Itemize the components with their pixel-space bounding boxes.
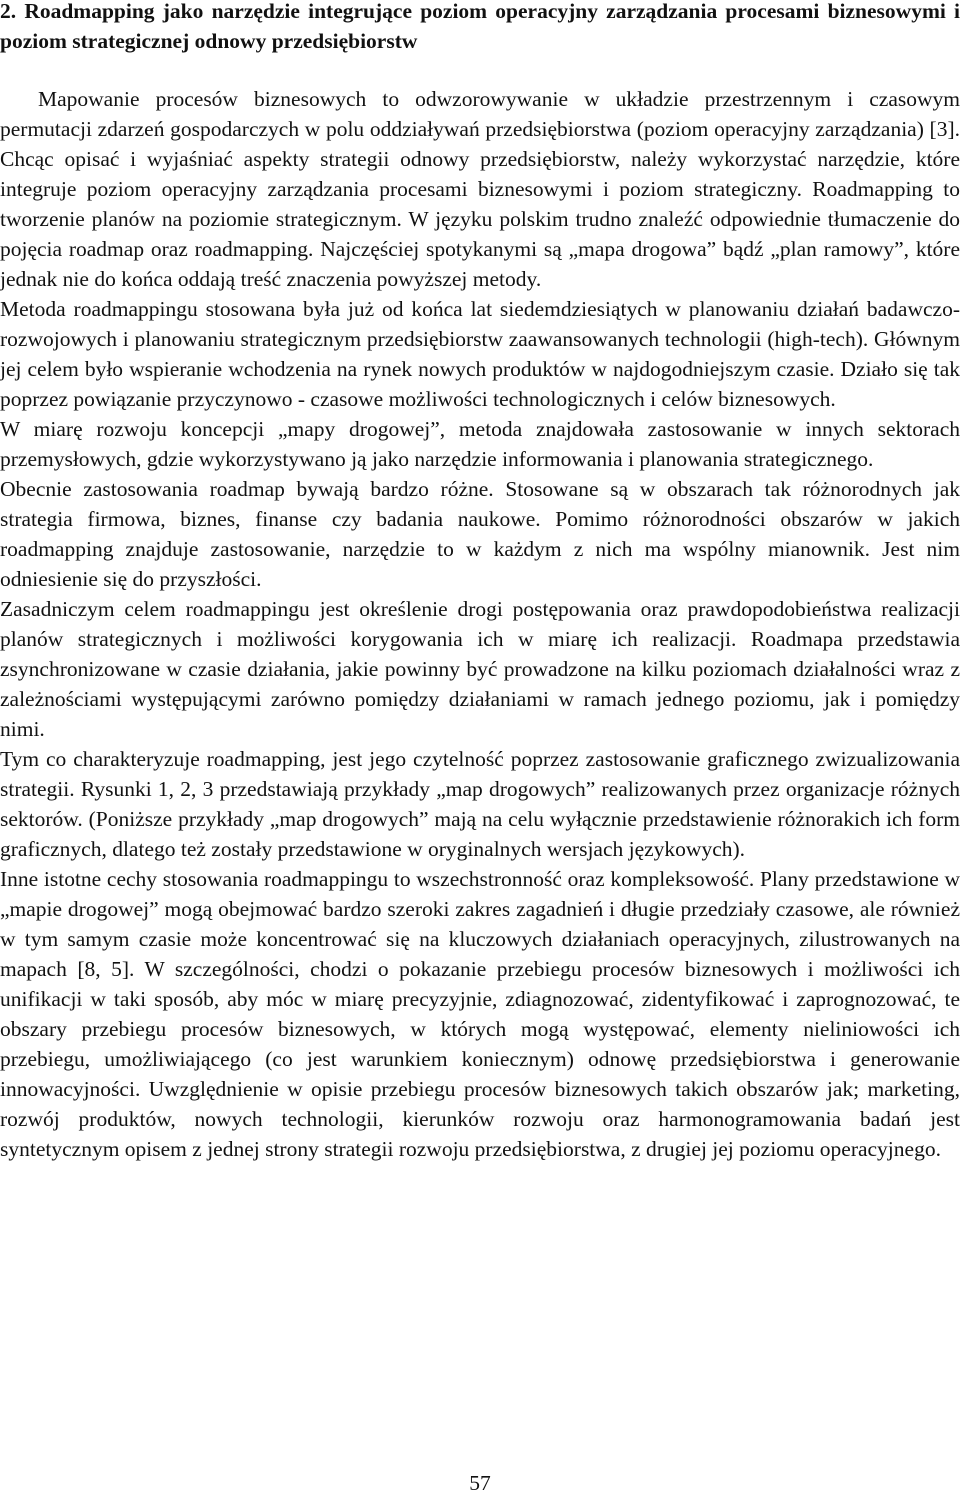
paragraph-w-miare: W miarę rozwoju koncepcji „mapy drogowej”, metoda znajdowała zastosowanie w innych sektorach przemysłowych, gdzie wykorzystywano ją jako narzędzie informowania i planowania strategicznego. [0,417,960,471]
paragraph-inne-istotne: Inne istotne cechy stosowania roadmappingu to wszechstronność oraz kompleksowość. Plany przedstawione w „mapie drogowej” mogą obejmować bardzo szeroki zakres zagadnień i długie przedziały czasowe, ale również w tym samym czasie może koncentrować się na kluczowych działaniach operacyjnych, zilustrowanych na mapach [8, 5]. W szczególności, chodzi o pokazanie przebiegu procesów biznesowych i możliwości ich unifikacji w taki sposób, aby móc w miarę precyzyjnie, zdiagnozować, zidentyfikować i zaprognozować, te obszary przebiegu procesów biznesowych, w których mogą występować, elementy nieliniowości ich przebiegu, umożliwiającego (co jest warunkiem koniecznym) odnowę przedsiębiorstwa i generowanie innowacyjności. Uwzględnienie w opisie przebiegu procesów biznesowych takich obszarów jak; marketing, rozwój produktów, nowych technologii, kierunków rozwoju oraz harmonogramowania badań jest syntetycznym opisem z jednej strony strategii rozwoju przedsiębiorstwa, z drugiej jej poziomu operacyjnego. [0,867,960,1161]
paragraph-metoda: Metoda roadmappingu stosowana była już od końca lat siedemdziesiątych w planowaniu działań badawczo-rozwojowych i planowaniu strategicznym przedsiębiorstw zaawansowanych technologii (high-tech). Głównym jej celem było wspieranie wchodzenia na rynek nowych produktów w najdogodniejszym czasie. Działo się tak poprzez powiązanie przyczynowo - czasowe możliwości technologicznych i celów biznesowych. [0,297,960,411]
section-body [0,84,960,1164]
section-heading: 2. Roadmapping jako narzędzie integrujące poziom operacyjny zarządzania procesami biznesowymi i poziom strategicznej odnowy przedsiębiorstw [0,0,960,53]
page-number: 57 [469,1471,491,1495]
paragraph-zasadniczym: Zasadniczym celem roadmappingu jest określenie drogi postępowania oraz prawdopodobieństwa realizacji planów strategicznych i możliwości korygowania ich w miarę ich realizacji. Roadmapa przedstawia zsynchronizowane w czasie działania, jakie powinny być prowadzone na kilku poziomach działalności wraz z zależnościami występującymi zarówno pomiędzy działaniami w ramach jednego poziomu, jak i pomiędzy nimi. [0,597,960,741]
paragraph-mapowanie: Mapowanie procesów biznesowych to odwzorowywanie w układzie przestrzennym i czasowym permutacji zdarzeń gospodarczych w polu oddziaływań przedsiębiorstwa (poziom operacyjny zarządzania) [3]. Chcąc opisać i wyjaśniać aspekty strategii odnowy przedsiębiorstw, należy wykorzystać narzędzie, które integruje poziom operacyjny zarządzania procesami biznesowymi i poziom strategiczny. Roadmapping to tworzenie planów na poziomie strategicznym. W języku polskim trudno znaleźć odpowiednie tłumaczenie do pojęcia roadmap oraz roadmapping. Najczęściej spotykanymi są „mapa drogowa” bądź „plan ramowy”, które jednak nie do końca oddają treść znaczenia powyższej metody. [0,87,960,291]
paragraph-tym-co: Tym co charakteryzuje roadmapping, jest jego czytelność poprzez zastosowanie graficznego zwizualizowania strategii. Rysunki 1, 2, 3 przedstawiają przykłady „map drogowych” realizowanych przez organizacje różnych sektorów. (Poniższe przykłady „map drogowych” mają na celu wyłącznie przedstawienie różnorakich ich form graficznych, dlatego też zostały przedstawione w oryginalnych wersjach językowych). [0,747,960,861]
paragraph-obecnie: Obecnie zastosowania roadmap bywają bardzo różne. Stosowane są w obszarach tak różnorodnych jak strategia firmowa, biznes, finanse czy badania naukowe. Pomimo różnorodności obszarów w jakich roadmapping znajduje zastosowanie, narzędzie to w każdym z nich ma wspólny mianownik. Jest nim odniesienie się do przyszłości. [0,477,960,591]
